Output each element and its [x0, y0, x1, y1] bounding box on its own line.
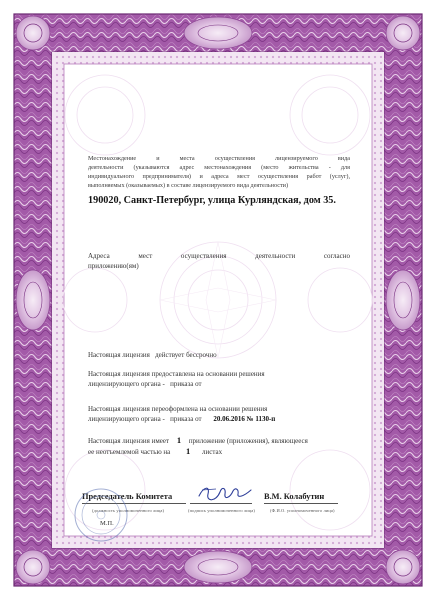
location-caption-line-1: Местонахождение и места осуществления лицензируемого вида	[88, 155, 350, 162]
official-stamp	[72, 486, 130, 549]
annex-line-1-end: приложение (приложения), являющееся	[188, 437, 308, 445]
mp-label: М.П.	[100, 520, 114, 527]
signatory-name: В.М. Колабутин	[264, 492, 338, 504]
annex-line-1-start: Настоящая лицензия имеет	[88, 437, 170, 445]
location-caption-line-2: деятельности (указываются адрес местонахождения (место жительства - для	[88, 164, 350, 171]
reissue-order-number: 20.06.2016 № 1130-п	[213, 415, 276, 423]
caption-signature: (подпись уполномоченного лица)	[188, 508, 255, 513]
granted-basis	[88, 369, 348, 389]
caption-name: (Ф.И.О. уполномоченного лица)	[270, 508, 335, 513]
annex-line-2-start: ее неотъемлемой частью на	[88, 448, 171, 456]
granted-basis-line-1: Настоящая лицензия предоставлена на основании решения	[88, 370, 265, 378]
handwritten-signature	[196, 482, 254, 509]
reissued-basis-line-1: Настоящая лицензия переоформлена на основании решения	[88, 405, 268, 413]
reissued-basis-line-2: лицензирующего органа - приказа от	[88, 415, 202, 423]
annex-sheets-count: 1	[186, 446, 191, 456]
annex-statement	[88, 435, 350, 457]
validity-statement: Настоящая лицензия действует бессрочно	[88, 351, 217, 359]
activity-places-line-2: приложению(ям)	[88, 262, 139, 270]
annex-count: 1	[176, 435, 182, 445]
activity-places	[88, 251, 350, 271]
activity-places-line-1: Адреса мест осуществления деятельности согласно	[88, 252, 350, 260]
location-caption-line-4: выполняемых (оказываемых) в составе лицензируемого вида деятельности)	[88, 182, 289, 189]
annex-line-2-end: листах	[202, 448, 223, 456]
signatory-title: Председатель Комитета	[82, 492, 186, 504]
reissued-basis	[88, 404, 348, 424]
location-caption-line-3: индивидуального предпринимателя) и адреса мест осуществления работ (услуг),	[88, 173, 350, 180]
granted-basis-line-2: лицензирующего органа - приказа от	[88, 380, 202, 388]
caption-position: (должность уполномоченного лица)	[92, 508, 165, 513]
location-caption	[88, 154, 350, 190]
license-address: 190020, Санкт-Петербург, улица Курляндская, дом 35.	[88, 195, 336, 206]
